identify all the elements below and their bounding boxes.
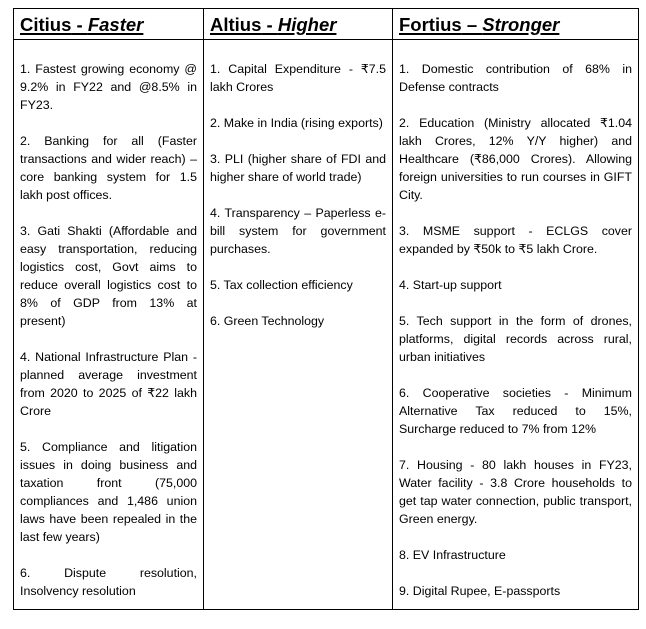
column-body [14,40,203,600]
column-body [393,40,638,600]
header-separator: – [461,14,483,35]
list-item: 2. Make in India (rising exports) [210,116,383,130]
list-item: 3. PLI (higher share of FDI and higher share of world trade) [210,152,386,184]
list-item: 7. Housing - 80 lakh houses in FY23, Water facility - 3.8 Crore households to get tap water connection, public transport, Green energy. [399,458,632,526]
column-header-altius [204,9,392,40]
list-item: 6. Green Technology [210,314,325,328]
list-item: 5. Tech support in the form of drones, platforms, digital records across rural, urban initiatives [399,314,632,364]
list-item: 1. Fastest growing economy @ 9.2% in FY22 and @8.5% in FY23. [20,62,197,112]
list-item: 2. Banking for all (Faster transactions and wider reach) – core banking system for 1.5 lakh post offices. [20,134,197,202]
header-subtitle: Higher [277,14,337,35]
list-item: 4. National Infrastructure Plan - planned average investment from 2020 to 2025 of ₹22 lakh Crore [20,350,197,418]
list-item: 3. MSME support - ECLGS cover expanded by ₹50k to ₹5 lakh Crore. [399,224,632,256]
header-separator: - [261,14,278,35]
header-separator: - [71,14,88,35]
header-subtitle: Faster [87,14,144,35]
list-item: 5. Tax collection efficiency [210,278,353,292]
header-title: Citius [20,14,72,35]
list-item: 5. Compliance and litigation issues in doing business and taxation front (75,000 compliances and 1,486 union laws have been repealed in the last few years) [20,440,197,544]
column-body [204,40,392,330]
column-header-citius [14,9,203,40]
list-item: 4. Transparency – Paperless e-bill system for government purchases. [210,206,386,256]
list-item: 2. Education (Ministry allocated ₹1.04 lakh Crores, 12% Y/Y higher) and Healthcare (₹86,000 Crores). Allowing foreign universities to run courses in GIFT City. [399,116,632,202]
list-item: 3. Gati Shakti (Affordable and easy transportation, reducing logistics cost, Govt aims to reduce overall logistics cost to 8% of GDP from 13% at present) [20,224,197,328]
column-citius [14,9,203,609]
list-item: 6. Cooperative societies - Minimum Alternative Tax reduced to 15%, Surcharge reduced to 7% from 12% [399,386,632,436]
column-altius [203,9,392,609]
header-subtitle: Stronger [482,14,560,35]
header-title: Fortius [399,14,462,35]
header-title: Altius [210,14,262,35]
list-item: 9. Digital Rupee, E-passports [399,584,561,598]
column-header-fortius [393,9,638,40]
list-item: 1. Capital Expenditure - ₹7.5 lakh Crores [210,62,386,94]
list-item: 1. Domestic contribution of 68% in Defense contracts [399,62,632,94]
list-item: 4. Start-up support [399,278,502,292]
list-item: 6. Dispute resolution, Insolvency resolution [20,566,197,598]
list-item: 8. EV Infrastructure [399,548,506,562]
comparison-table [13,8,639,610]
column-fortius [392,9,638,609]
